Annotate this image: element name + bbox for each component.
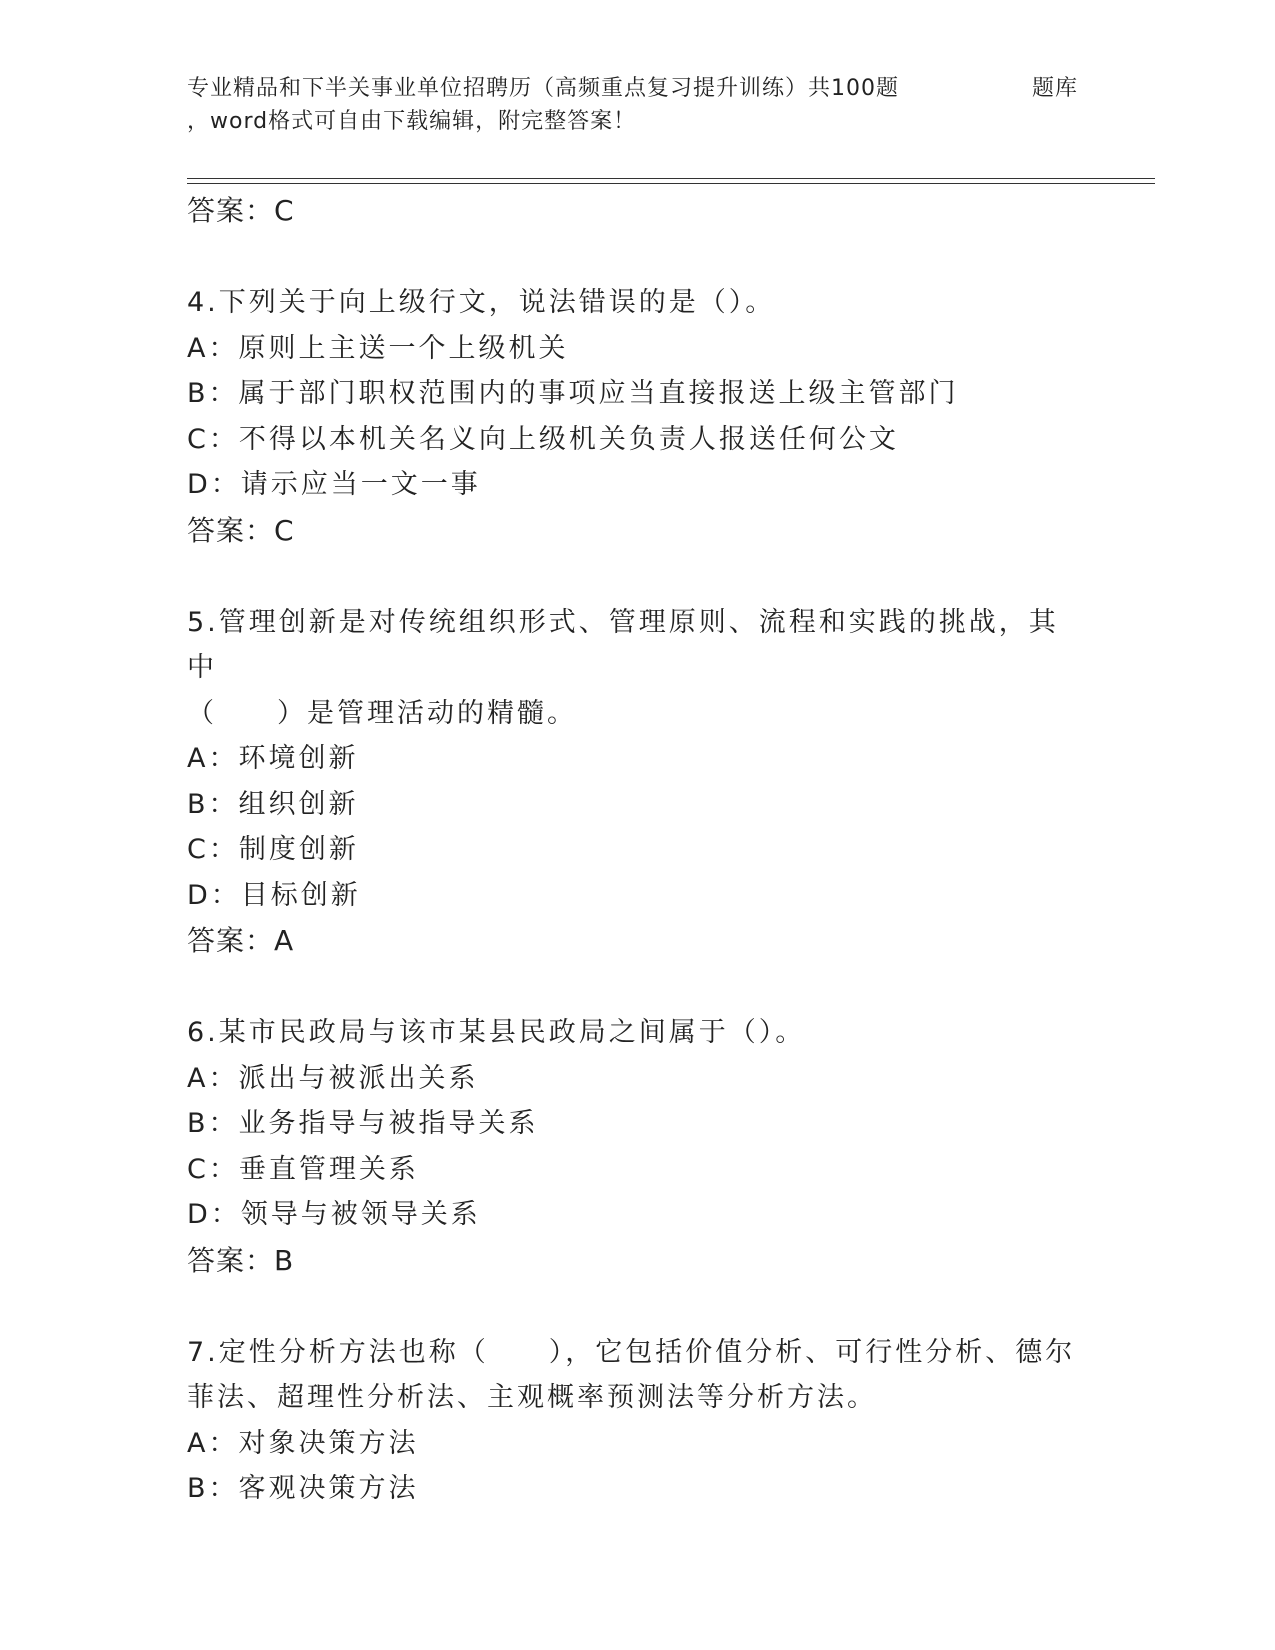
- answer-value: C: [274, 194, 295, 227]
- question-6: 6.某市民政局与该市某县民政局之间属于（）。: [187, 1017, 806, 1048]
- option-d: D：领导与被领导关系: [187, 1199, 481, 1230]
- option-a: A：原则上主送一个上级机关: [187, 332, 569, 364]
- page-header: [187, 72, 1087, 138]
- header-subtitle: ，word格式可自由下载编辑，附完整答案！: [187, 109, 637, 134]
- header-divider-top: [187, 178, 1155, 179]
- header-title: 专业精品和下半关事业单位招聘历（高频重点复习提升训练）共100题: [187, 76, 899, 101]
- document-body: [187, 188, 1087, 1512]
- answer-line: [187, 1238, 1087, 1284]
- question-7-line-2: 菲法、超理性分析法、主观概率预测法等分析方法。: [187, 1382, 877, 1413]
- option-c: C：垂直管理关系: [187, 1153, 419, 1185]
- option-d: D：目标创新: [187, 879, 361, 911]
- answer-line: [187, 508, 1087, 554]
- question-7-line-1: 7.定性分析方法也称（ ），它包括价值分析、可行性分析、德尔: [187, 1336, 1076, 1368]
- question-4: 4.下列关于向上级行文，说法错误的是（）。: [187, 287, 776, 318]
- option-c: C：制度创新: [187, 834, 359, 865]
- option-a: A：环境创新: [187, 743, 359, 774]
- answer-line: [187, 918, 1087, 964]
- option-c: C：不得以本机关名义向上级机关负责人报送任何公文: [187, 423, 899, 455]
- option-b: B：客观决策方法: [187, 1473, 419, 1504]
- question-5: [187, 600, 1087, 737]
- answer-label: 答案：: [187, 924, 275, 957]
- option-a: A：对象决策方法: [187, 1427, 419, 1459]
- option-b: B：属于部门职权范围内的事项应当直接报送上级主管部门: [187, 378, 959, 409]
- option-b: B：业务指导与被指导关系: [187, 1108, 539, 1139]
- answer-value: C: [274, 513, 295, 547]
- answer-value: B: [274, 1243, 295, 1277]
- question-5-line-1: 5.管理创新是对传统组织形式、管理原则、流程和实践的挑战，其中: [187, 606, 1059, 683]
- option-a: A：派出与被派出关系: [187, 1062, 479, 1094]
- option-b: B：组织创新: [187, 788, 359, 820]
- question-7: [187, 1330, 1087, 1421]
- answer-line: [187, 188, 1087, 234]
- answer-label: 答案：: [187, 194, 275, 227]
- header-tag: 题库: [1032, 76, 1079, 101]
- header-divider-bottom: [187, 183, 1155, 184]
- answer-label: 答案：: [187, 1243, 275, 1277]
- question-5-line-2: （ ）是管理活动的精髓。: [187, 697, 577, 729]
- answer-value: A: [274, 924, 295, 957]
- answer-label: 答案：: [187, 513, 275, 547]
- option-d: D：请示应当一文一事: [187, 469, 481, 500]
